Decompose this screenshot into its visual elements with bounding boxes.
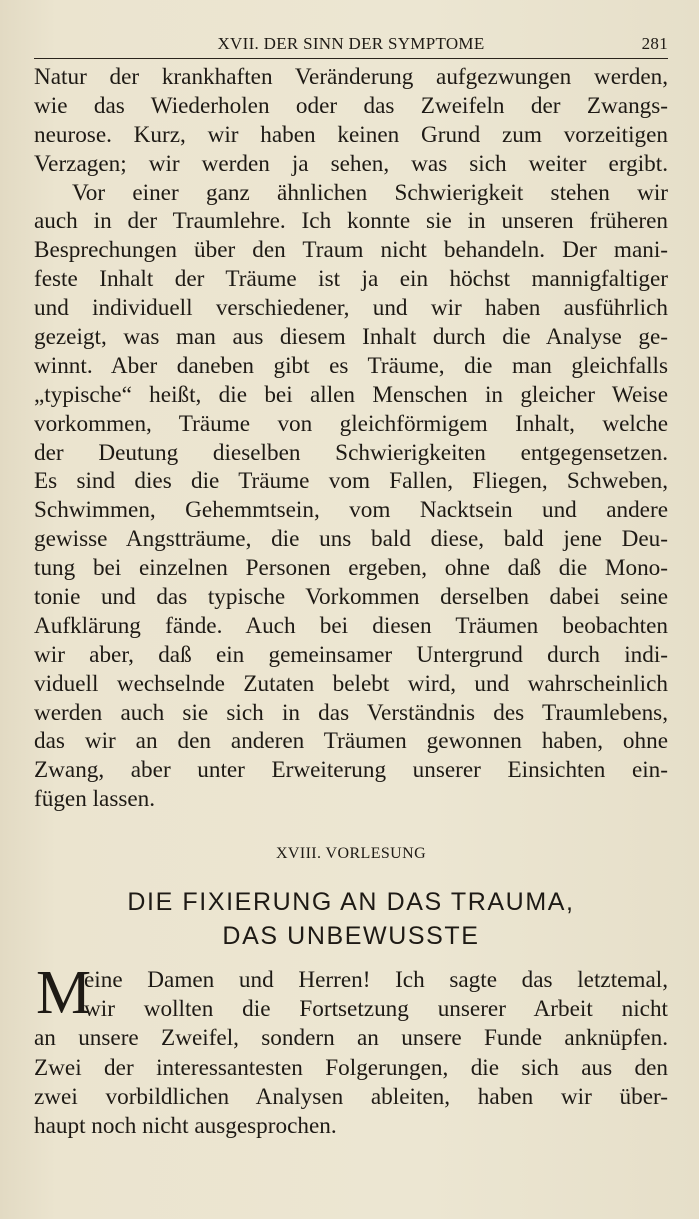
text-line: Aufklärung fände. Auch bei diesen Träumen beobachten bbox=[34, 612, 668, 639]
text-line: Schwimmen, Gehemmtsein, vom Nacktsein und andere bbox=[34, 497, 668, 524]
opening-paragraph bbox=[34, 966, 668, 1141]
text-line: eine Damen und Herren! Ich sagte das letztemal, bbox=[84, 967, 668, 993]
text-line: feste Inhalt der Träume ist ja ein höchst mannigfaltiger bbox=[34, 266, 668, 293]
text-line: winnt. Aber daneben gibt es Träume, die man gleichfalls bbox=[34, 352, 668, 379]
text-line: werden auch sie sich in das Verständnis des Traumlebens, bbox=[34, 699, 668, 726]
drop-cap: M bbox=[36, 959, 92, 1027]
text-line: Es sind dies die Träume vom Fallen, Fliegen, Schweben, bbox=[34, 468, 668, 495]
text-line: neurose. Kurz, wir haben keinen Grund zum vorzeitigen bbox=[34, 121, 668, 148]
text-line: wir aber, daß ein gemeinsamer Untergrund durch indi- bbox=[34, 641, 668, 668]
text-line: Verzagen; wir werden ja sehen, was sich weiter ergibt. bbox=[34, 150, 668, 177]
text-line: vorkommen, Träume von gleichförmigem Inhalt, welche bbox=[34, 410, 668, 437]
text-line: der Deutung dieselben Schwierigkeiten entgegensetzen. bbox=[34, 439, 668, 466]
chapter-title: XVII. DER SINN DER SYMPTOME bbox=[217, 34, 485, 53]
text-line: wie das Wiederholen oder das Zweifeln der Zwangs- bbox=[34, 92, 668, 119]
text-line: „typische“ heißt, die bei allen Menschen in gleicher Weise bbox=[34, 381, 668, 408]
text-line: Natur der krankhaften Veränderung aufgezwungen werden, bbox=[34, 64, 668, 90]
text-line: tung bei einzelnen Personen ergeben, ohne daß die Mono- bbox=[34, 555, 668, 582]
page-number: 281 bbox=[641, 34, 668, 53]
text-line: haupt noch nicht ausgesprochen. bbox=[34, 1112, 337, 1139]
text-line: wir wollten die Fortsetzung unserer Arbeit nicht bbox=[84, 996, 668, 1023]
text-line: und individuell verschiedener, und wir haben ausführlich bbox=[34, 295, 668, 322]
body-text bbox=[34, 63, 668, 814]
text-line: gezeigt, was man aus diesem Inhalt durch die Analyse ge- bbox=[34, 324, 668, 351]
text-line: an unsere Zweifel, sondern an unsere Funde anknüpfen. bbox=[34, 1025, 668, 1052]
text-line: Besprechungen über den Traum nicht behandeln. Der mani- bbox=[34, 237, 668, 264]
heading-line: DIE FIXIERUNG AN DAS TRAUMA, bbox=[127, 888, 575, 916]
text-line: tonie und das typische Vorkommen derselben dabei seine bbox=[34, 584, 668, 611]
running-header bbox=[34, 32, 668, 59]
text-line: gewisse Angstträume, die uns bald diese, bald jene Deu- bbox=[34, 526, 668, 553]
text-line: auch in der Traumlehre. Ich konnte sie in unseren früheren bbox=[34, 208, 668, 235]
lecture-label: XVIII. VORLESUNG bbox=[275, 845, 427, 862]
heading-line: DAS UNBEWUSSTE bbox=[222, 922, 480, 950]
text-line: Zwei der interessantesten Folgerungen, die sich aus den bbox=[34, 1054, 668, 1081]
text-line: zwei vorbildlichen Analysen ableiten, haben wir über- bbox=[34, 1083, 668, 1110]
text-line: Zwang, aber unter Erweiterung unserer Einsichten ein- bbox=[34, 757, 668, 784]
text-line: das wir an den anderen Träumen gewonnen haben, ohne bbox=[34, 728, 668, 755]
text-line: fügen lassen. bbox=[34, 786, 156, 813]
section-heading bbox=[34, 885, 668, 953]
text-line: viduell wechselnde Zutaten belebt wird, und wahrscheinlich bbox=[34, 670, 668, 697]
text-line: Vor einer ganz ähnlichen Schwierigkeit stehen wir bbox=[72, 179, 668, 206]
